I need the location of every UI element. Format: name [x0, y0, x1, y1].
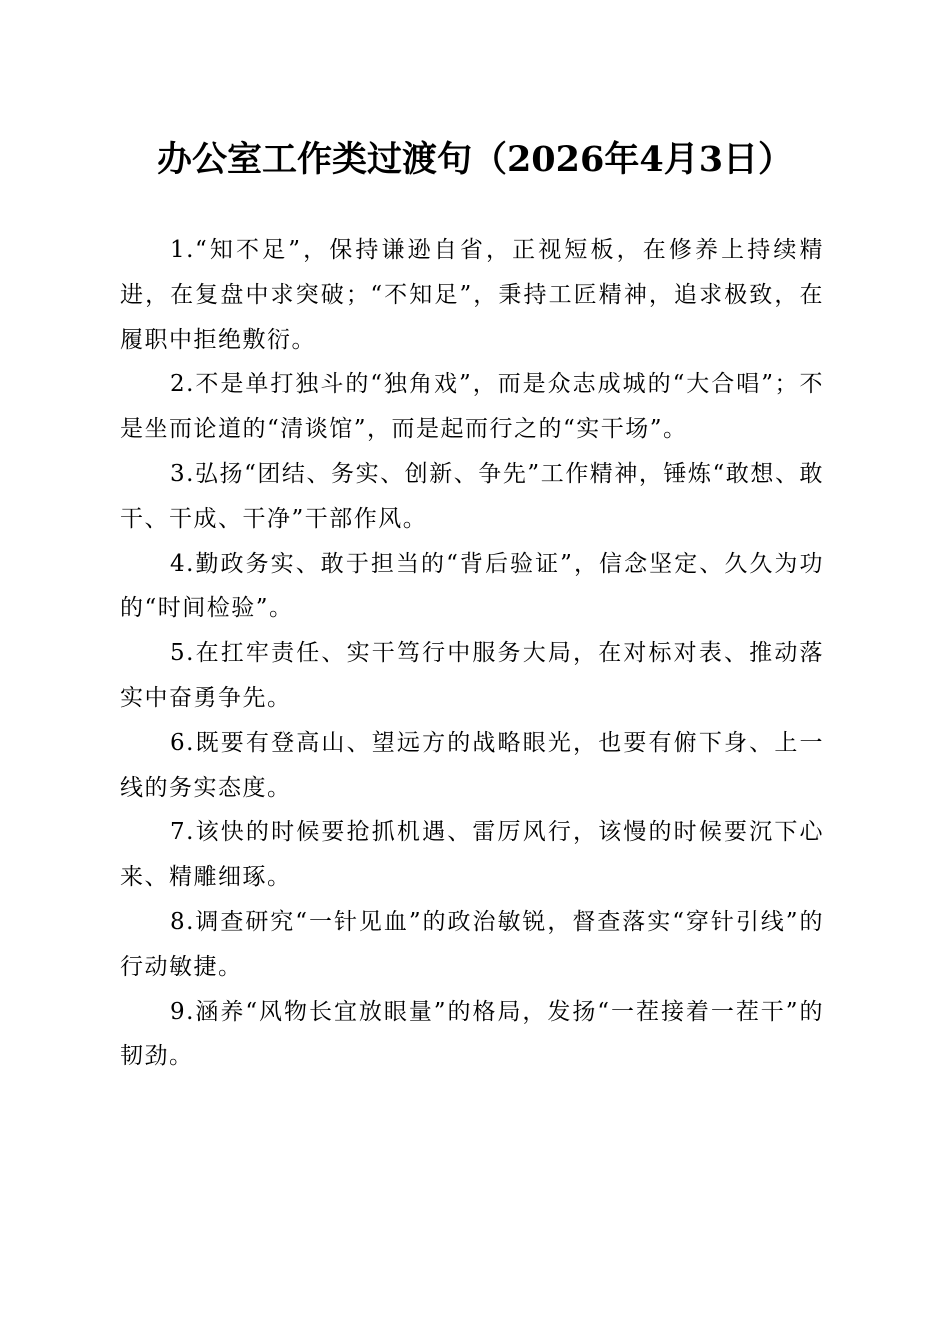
paragraph-7: 7.该快的时候要抢抓机遇、雷厉风行，该慢的时候要沉下心来、精雕细琢。	[120, 819, 824, 891]
paragraph-8: 8.调查研究“一针见血”的政治敏锐，督查落实“穿针引线”的行动敏捷。	[120, 908, 824, 980]
document-body	[120, 228, 824, 1079]
paragraph-6: 6.既要有登高山、望远方的战略眼光，也要有俯下身、上一线的务实态度。	[120, 729, 824, 801]
document-title: 办公室工作类过渡句（2026年4月3日）	[156, 139, 794, 180]
paragraph-2: 2.不是单打独斗的“独角戏”，而是众志成城的“大合唱”；不是坐而论道的“清谈馆”，而是起而行之的“实干场”。	[120, 371, 824, 443]
paragraph-5: 5.在扛牢责任、实干笃行中服务大局，在对标对表、推动落实中奋勇争先。	[120, 640, 824, 711]
paragraph-1: 1.“知不足”，保持谦逊自省，正视短板，在修养上持续精进，在复盘中求突破；“不知足”，秉持工匠精神，追求极致，在履职中拒绝敷衍。	[120, 237, 824, 353]
paragraph-3: 3.弘扬“团结、务实、创新、争先”工作精神，锤炼“敢想、敢干、干成、干净”干部作风。	[120, 460, 824, 532]
paragraph-4: 4.勤政务实、敢于担当的“背后验证”，信念坚定、久久为功的“时间检验”。	[120, 550, 824, 622]
paragraph-9: 9.涵养“风物长宜放眼量”的格局，发扬“一茬接着一茬干”的韧劲。	[120, 998, 824, 1070]
